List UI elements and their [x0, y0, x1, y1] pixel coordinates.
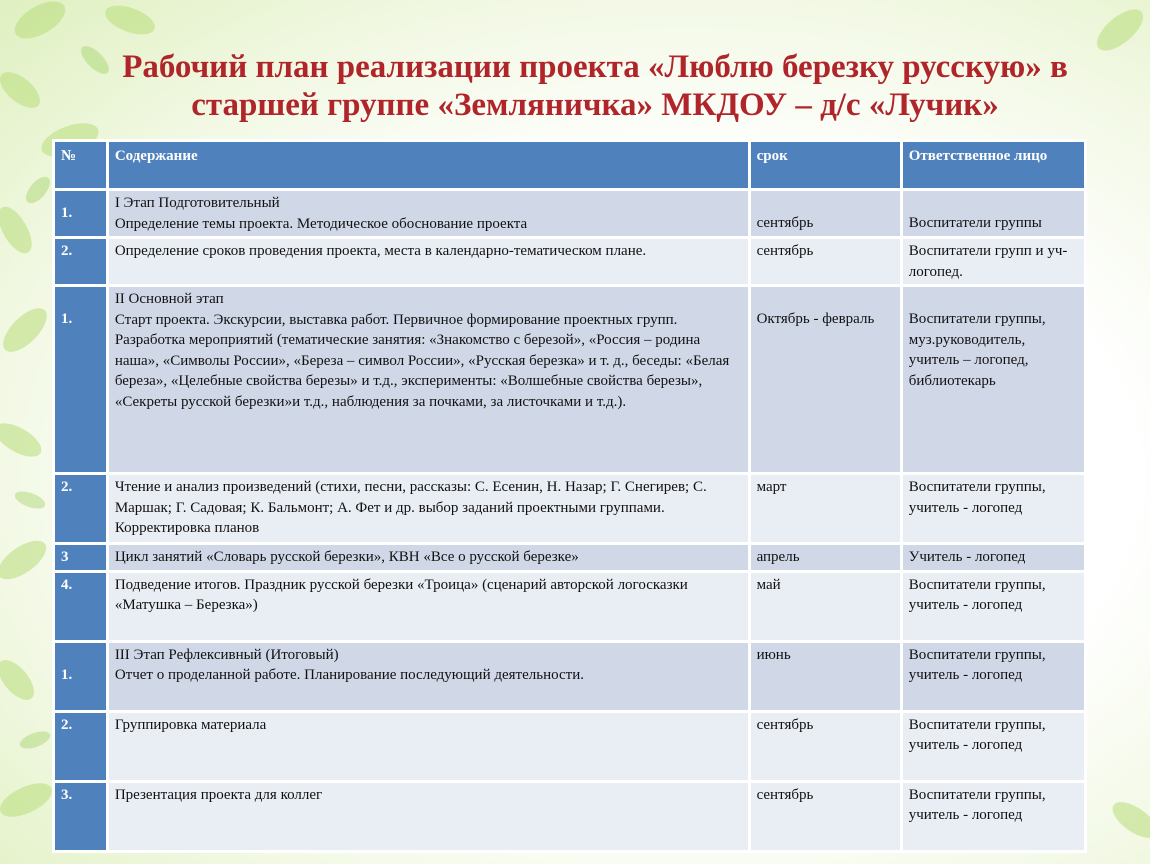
row-num: 4. [54, 571, 108, 641]
table-row [54, 641, 1086, 711]
row-num: 3. [54, 781, 108, 851]
row-content [107, 641, 749, 711]
row-content: Чтение и анализ произведений (стихи, песни, рассказы: С. Есенин, Н. Назар; Г. Снегирев; С. Маршак; Г. Садовая; К. Бальмонт; А. Фет и др. выбор заданий проектными группами. Корректировка планов [107, 474, 749, 544]
stage-title: III Этап Рефлексивный (Итоговый) [114, 646, 339, 663]
row-term [749, 286, 901, 474]
table-row [54, 238, 1086, 286]
table-row [54, 286, 1086, 474]
row-num: 2. [54, 474, 108, 544]
page-title-line-2: старшей группе «Земляничка» МКДОУ – д/с «Лучик» [191, 87, 999, 123]
row-num: 2. [54, 238, 108, 286]
page-title [40, 48, 1150, 124]
row-term-text: сентябрь [756, 215, 814, 231]
row-term-text: Октябрь - февраль [756, 311, 875, 327]
row-content: Подведение итогов. Праздник русской березки «Троица» (сценарий авторской логосказки «Матушка – Березка») [107, 571, 749, 641]
stage-title: I Этап Подготовительный [114, 195, 280, 211]
page-title-line-1: Рабочий план реализации проекта «Люблю березку русскую» в [122, 49, 1068, 85]
row-term: май [749, 571, 901, 641]
row-term: апрель [749, 544, 901, 572]
table-row [54, 474, 1086, 544]
row-responsible [901, 190, 1085, 238]
project-plan-table [52, 139, 1087, 853]
row-term: сентябрь [749, 238, 901, 286]
row-term: сентябрь [749, 711, 901, 781]
row-term: март [749, 474, 901, 544]
row-content: Презентация проекта для коллег [107, 781, 749, 851]
row-responsible: Воспитатели группы, учитель - логопед [901, 781, 1085, 851]
row-content-text: Старт проекта. Экскурсии, выставка работ. Первичное формирование проектных групп. Разработка мероприятий (тематические занятия: «Знакомство с березой», «Россия – родина наша», «Символы России», «Береза – символ России», «Русская березка» и т. д., беседы: «Белая береза», «Целебные свойства березы» и т.д., эксперименты: «Волшебные свойства березы», «Секреты русской березки»и т.д., наблюдения за почками, за листочками и т.д.). [114, 311, 730, 410]
header-responsible: Ответственное лицо [901, 141, 1085, 190]
row-num: 2. [54, 711, 108, 781]
row-responsible: Воспитатели группы, учитель - логопед [901, 711, 1085, 781]
row-responsible: Воспитатели групп и уч-логопед. [901, 238, 1085, 286]
table-row [54, 781, 1086, 851]
header-term: срок [749, 141, 901, 190]
row-responsible [901, 286, 1085, 474]
row-content [107, 286, 749, 474]
row-num [54, 286, 108, 474]
row-responsible-text: Воспитатели группы, муз.руководитель, учитель – логопед, библиотекарь [908, 311, 1046, 389]
table-row [54, 571, 1086, 641]
table-row [54, 544, 1086, 572]
row-responsible: Воспитатели группы, учитель - логопед [901, 474, 1085, 544]
row-num-text: 1. [61, 666, 73, 683]
row-num-text: 1. [61, 311, 73, 327]
table-row [54, 190, 1086, 238]
stage-title: II Основной этап [114, 291, 224, 307]
row-num: 1. [54, 190, 108, 238]
row-content [107, 190, 749, 238]
header-num: № [54, 141, 108, 190]
row-num: 3 [54, 544, 108, 572]
row-content: Определение сроков проведения проекта, места в календарно-тематическом плане. [107, 238, 749, 286]
row-term [749, 190, 901, 238]
row-content: Цикл занятий «Словарь русской березки», КВН «Все о русской березке» [107, 544, 749, 572]
table-header-row [54, 141, 1086, 190]
table-row [54, 711, 1086, 781]
row-content: Группировка материала [107, 711, 749, 781]
row-term: июнь [749, 641, 901, 711]
row-num [54, 641, 108, 711]
row-responsible: Учитель - логопед [901, 544, 1085, 572]
row-responsible-text: Воспитатели группы [908, 215, 1042, 231]
header-content: Содержание [107, 141, 749, 190]
row-responsible: Воспитатели группы, учитель - логопед [901, 641, 1085, 711]
row-term: сентябрь [749, 781, 901, 851]
row-responsible: Воспитатели группы, учитель - логопед [901, 571, 1085, 641]
row-content-text: Определение темы проекта. Методическое обоснование проекта [114, 215, 528, 232]
row-content-text: Отчет о проделанной работе. Планирование последующий деятельности. [114, 667, 584, 683]
